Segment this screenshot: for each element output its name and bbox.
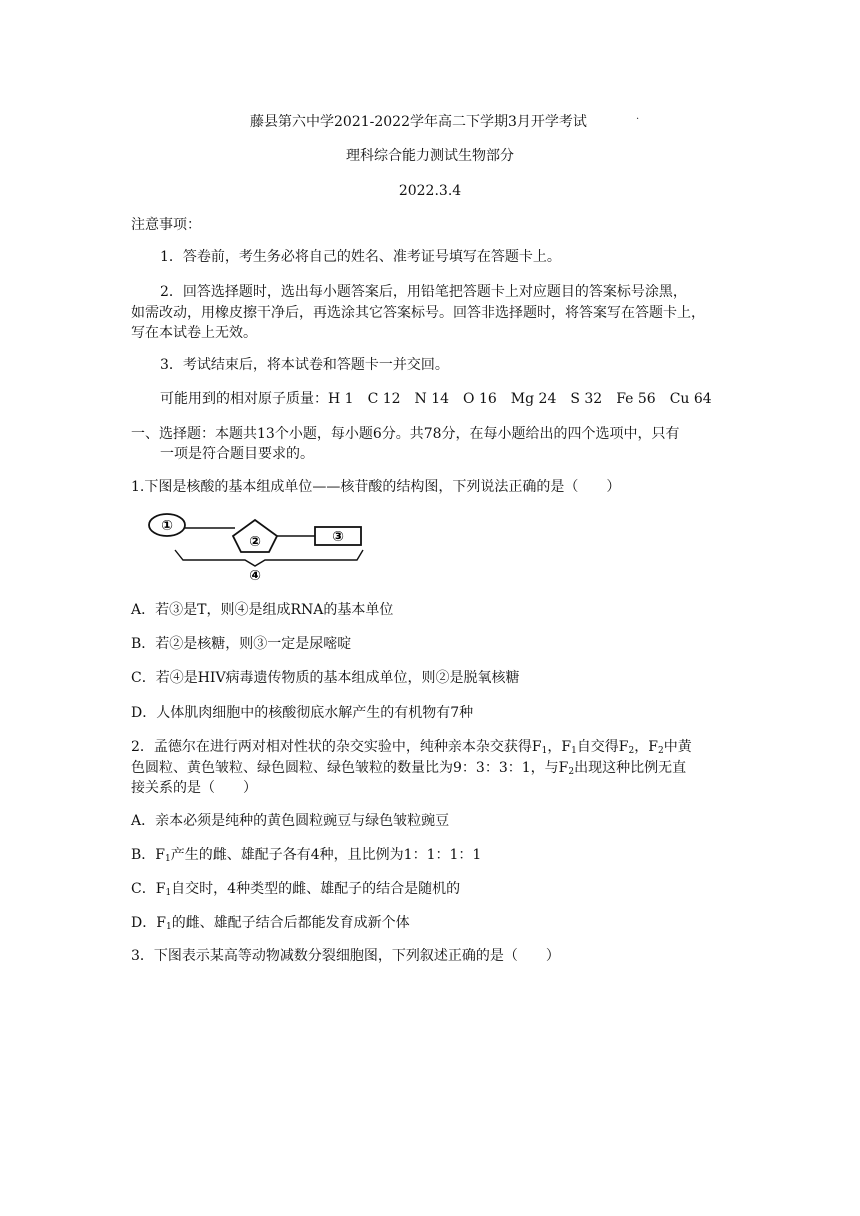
question-2-option-b: B．$F_1$产生的雌、雄配子各有4种，且比例为1：1：1：1 <box>131 847 482 864</box>
subscript: 1 <box>571 746 577 756</box>
subscript: 1 <box>165 888 172 898</box>
nucleotide-diagram <box>145 510 375 585</box>
diagram-label-1: ① <box>161 518 173 534</box>
question-2-option-c: C．$F_1$自交时，4种类型的雌、雄配子的结合是随机的 <box>131 881 461 898</box>
notice-item-3: 3．考试结束后，将本试卷和答题卡一并交回。 <box>160 357 449 373</box>
question-2-line-2: 色圆粒、黄色皱粒、绿色圆粒、绿色皱粒的数量比为9：3：3：1，与$F_2$出现这种比例无直 <box>131 760 687 777</box>
diagram-label-3: ③ <box>332 529 344 545</box>
subscript: 1 <box>165 854 171 864</box>
exam-date: 2022.3.4 <box>398 183 462 199</box>
question-2-line-3: 接关系的是（ ） <box>131 780 257 796</box>
diagram-label-4: ④ <box>249 568 261 584</box>
notice-heading: 注意事项： <box>131 217 201 233</box>
question-2-option-a: A．亲本必须是纯种的黄色圆粒豌豆与绿色皱粒豌豆 <box>131 813 450 829</box>
notice-item-2-line-1: 2．回答选择题时，选出每小题答案后，用铅笔把答题卡上对应题目的答案标号涂黑， <box>160 284 687 300</box>
subscript: 2 <box>568 767 575 777</box>
question-2-option-d: D．$F_1$的雌、雄配子结合后都能发育成新个体 <box>131 915 410 932</box>
question-1-stem: 1.下图是核酸的基本组成单位——核苷酸的结构图，下列说法正确的是（ ） <box>131 479 621 495</box>
notice-item-2-line-3: 写在本试卷上无效。 <box>131 325 257 341</box>
subscript: 1 <box>541 746 548 756</box>
question-1-option-c: C．若④是HIV病毒遗传物质的基本组成单位，则②是脱氧核糖 <box>131 670 520 686</box>
subscript: 2 <box>628 746 635 756</box>
question-1-option-a: A．若③是T，则④是组成RNA的基本单位 <box>131 602 394 618</box>
question-3-stem: 3．下图表示某高等动物减数分裂细胞图，下列叙述正确的是（ ） <box>131 948 560 964</box>
exam-subtitle: 理科综合能力测试生物部分 <box>346 148 514 164</box>
section-heading-line-1: 一、选择题：本题共13个小题，每小题6分。共78分，在每小题给出的四个选项中，只有 <box>131 426 680 442</box>
question-1-option-b: B．若②是核糖，则③一定是尿嘧啶 <box>131 636 352 652</box>
section-heading-line-2: 一项是符合题目要求的。 <box>160 446 314 462</box>
atomic-mass-note: 可能用到的相对原子质量：H 1 C 12 N 14 O 16 Mg 24 S 32 Fe 56 Cu 64 <box>160 391 712 407</box>
question-2-line-1: 2．孟德尔在进行两对相对性状的杂交实验中，纯种亲本杂交获得$F_1$，$F_1$自交得$F_2$，$F_2$中黄 <box>131 739 692 756</box>
notice-item-2-line-2: 如需改动，用橡皮擦干净后，再选涂其它答案标号。回答非选择题时，将答案写在答题卡上， <box>131 305 705 321</box>
title-mark: · <box>636 114 640 125</box>
diagram-label-2: ② <box>249 534 261 550</box>
notice-item-1: 1．答卷前，考生务必将自己的姓名、准考证号填写在答题卡上。 <box>160 249 561 265</box>
subscript: 2 <box>657 746 664 756</box>
exam-title: 藤县第六中学2021-2022学年高二下学期3月开学考试 <box>250 114 587 130</box>
question-1-option-d: D．人体肌肉细胞中的核酸彻底水解产生的有机物有7种 <box>131 705 474 721</box>
subscript: 1 <box>165 922 172 932</box>
